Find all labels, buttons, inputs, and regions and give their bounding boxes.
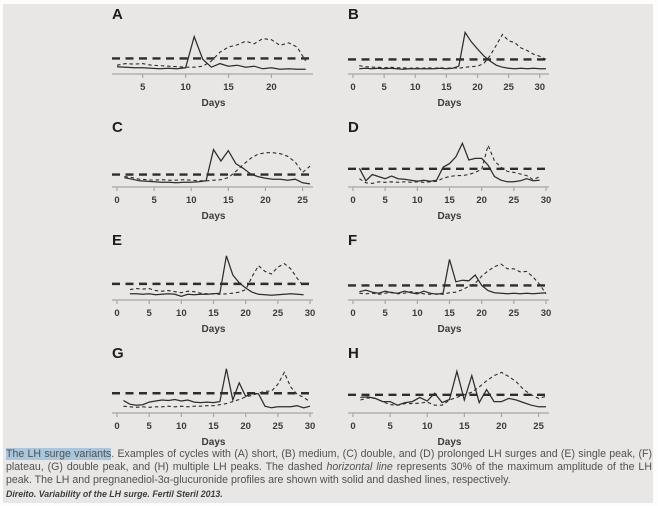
x-tick-label: 20 (240, 421, 251, 432)
x-tick-label: 25 (272, 308, 284, 319)
x-tick-label: 0 (114, 308, 120, 319)
x-tick-label: 5 (146, 308, 152, 319)
lh-line (359, 259, 546, 294)
lh-line (359, 143, 539, 182)
x-tick-label: 20 (476, 195, 487, 206)
x-axis-title: Days (201, 211, 226, 222)
panel-letter-e: E (112, 232, 123, 249)
charts-grid (95, 2, 565, 454)
panel-letter-a: A (112, 6, 124, 23)
chart-svg-d (339, 129, 554, 225)
x-tick-label: 15 (223, 82, 234, 93)
caption-attribution: Direito. Variability of the LH surge. Fertil Steril 2013. (6, 489, 223, 499)
x-tick-label: 5 (382, 195, 388, 206)
x-tick-label: 0 (114, 421, 120, 432)
caption-text-1: . Examples of cycles with (A) short, (B) medium, (C) double, and (D) prolonged LH surges and (E) single peak, (F) plateau, (G) double peak, and (H) multiple LH peaks. The dashed (6, 448, 652, 473)
x-axis-title: Days (437, 324, 462, 335)
panel-letter-h: H (348, 345, 360, 362)
x-tick-label: 30 (304, 421, 316, 432)
x-tick-label: 25 (533, 421, 544, 432)
x-tick-label: 15 (208, 308, 219, 319)
x-tick-label: 10 (412, 308, 423, 319)
x-axis-title: Days (201, 98, 226, 109)
lh-line (360, 371, 546, 406)
x-tick-label: 30 (540, 195, 552, 206)
x-tick-label: 0 (350, 82, 356, 93)
chart-svg-f (339, 242, 554, 338)
x-tick-label: 15 (444, 308, 455, 319)
x-tick-label: 25 (508, 308, 520, 319)
x-tick-label: 15 (441, 82, 452, 93)
lh-line (359, 32, 546, 69)
x-tick-label: 5 (146, 421, 152, 432)
x-tick-label: 0 (350, 421, 356, 432)
x-tick-label: 30 (304, 308, 316, 319)
x-tick-label: 5 (140, 82, 146, 93)
chart-panel-a (95, 2, 331, 115)
chart-panel-b (331, 2, 565, 115)
caption-text-2: represents 30% of the maximum amplitude of the LH peak. The LH and pregnanediol-3α-glucuronide profiles are shown with solid and dashed lines, respectively. (6, 461, 652, 486)
x-tick-label: 10 (176, 308, 187, 319)
chart-svg-a (103, 16, 318, 112)
x-tick-label: 10 (180, 82, 191, 93)
x-tick-label: 20 (240, 308, 251, 319)
chart-panel-f (331, 228, 565, 341)
chart-panel-d (331, 115, 565, 228)
x-axis-title: Days (201, 437, 226, 448)
chart-svg-h (339, 355, 554, 451)
chart-svg-b (339, 16, 554, 112)
chart-svg-c (103, 129, 318, 225)
x-tick-label: 10 (421, 421, 433, 432)
chart-panel-e (95, 228, 331, 341)
pdg-line (130, 264, 304, 295)
x-tick-label: 20 (496, 421, 507, 432)
x-tick-label: 25 (297, 195, 308, 206)
chart-svg-g (103, 355, 318, 451)
x-tick-label: 30 (534, 82, 546, 93)
x-tick-label: 10 (409, 82, 421, 93)
x-axis-title: Days (201, 324, 226, 335)
x-tick-label: 25 (272, 421, 284, 432)
x-tick-label: 0 (350, 308, 356, 319)
x-tick-label: 5 (382, 308, 388, 319)
pdg-line (359, 35, 546, 69)
panel-letter-c: C (112, 119, 124, 136)
chart-panel-g (95, 341, 331, 454)
chart-panel-c (95, 115, 331, 228)
x-tick-label: 0 (114, 195, 120, 206)
panel-letter-g: G (112, 345, 125, 362)
x-tick-label: 20 (472, 82, 483, 93)
x-axis-title: Days (437, 437, 462, 448)
chart-panel-h (331, 341, 565, 454)
x-tick-label: 10 (176, 421, 187, 432)
x-tick-label: 30 (540, 308, 552, 319)
x-tick-label: 15 (223, 195, 234, 206)
x-tick-label: 20 (260, 195, 271, 206)
caption-italic-phrase: horizontal line (326, 461, 393, 473)
x-axis-title: Days (437, 211, 462, 222)
x-tick-label: 5 (151, 195, 157, 206)
caption-highlight: The LH surge variants (6, 448, 112, 460)
panel-letter-b: B (348, 6, 360, 23)
x-tick-label: 15 (444, 195, 455, 206)
x-tick-label: 25 (508, 195, 520, 206)
panel-letter-d: D (348, 119, 360, 136)
pdg-line (124, 153, 310, 181)
x-tick-label: 15 (208, 421, 219, 432)
x-tick-label: 10 (412, 195, 423, 206)
x-tick-label: 5 (381, 82, 387, 93)
figure-caption (6, 448, 652, 487)
x-tick-label: 5 (387, 421, 393, 432)
pdg-line (117, 39, 306, 68)
x-tick-label: 20 (266, 82, 277, 93)
x-tick-label: 10 (185, 195, 197, 206)
x-tick-label: 0 (350, 195, 356, 206)
panel-letter-f: F (348, 232, 358, 249)
x-tick-label: 20 (476, 308, 487, 319)
x-axis-title: Days (437, 98, 462, 109)
chart-svg-e (103, 242, 318, 338)
x-tick-label: 25 (503, 82, 514, 93)
x-tick-label: 15 (459, 421, 470, 432)
lh-line (123, 369, 310, 408)
